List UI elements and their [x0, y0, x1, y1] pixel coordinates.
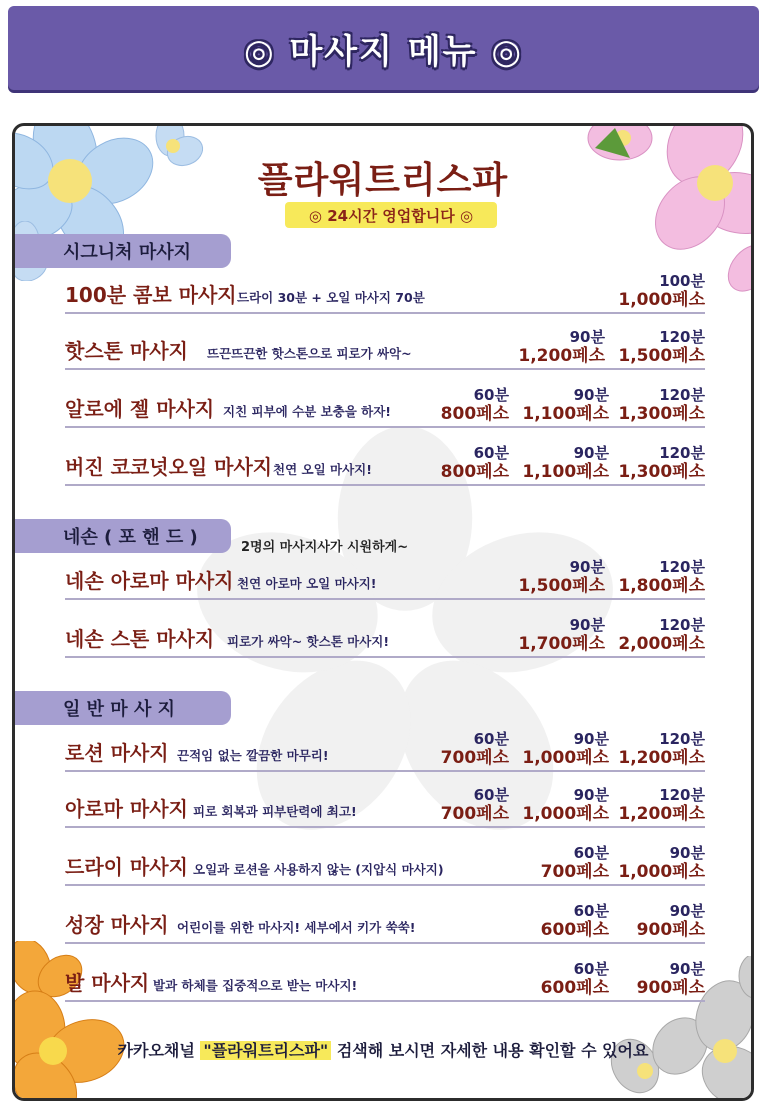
menu-row [65, 786, 705, 828]
price-value: 1,200페소 [618, 804, 705, 824]
price-duration: 120분 [659, 328, 705, 346]
item-desc: 피로 회복과 피부탄력에 최고! [193, 804, 357, 819]
price-duration: 60분 [573, 960, 609, 978]
item-name: 드라이 마사지 [65, 855, 188, 879]
item-desc: 피로가 싸악~ 핫스톤 마사지! [227, 634, 390, 649]
menu-row [65, 902, 705, 944]
price-duration: 120분 [659, 444, 705, 462]
price-cell [613, 616, 705, 654]
item-desc: 발과 하체를 집중적으로 받는 마사지! [153, 978, 358, 993]
price-value: 1,200페소 [518, 346, 605, 366]
menu-row [65, 444, 705, 486]
price-duration: 90분 [573, 444, 609, 462]
menu-row [65, 386, 705, 428]
item-desc: 천연 아로마 오일 마사지! [237, 576, 377, 591]
price-cell [517, 386, 609, 424]
price-cell [513, 558, 605, 596]
price-cell [517, 844, 609, 882]
price-cell [417, 730, 509, 768]
price-duration: 60분 [473, 386, 509, 404]
menu-row [65, 272, 705, 314]
price-cell [513, 328, 605, 366]
price-value: 600페소 [540, 920, 609, 940]
menu-row [65, 558, 705, 600]
price-value: 800페소 [440, 462, 509, 482]
price-cell [517, 444, 609, 482]
item-name: 핫스톤 마사지 [65, 339, 188, 363]
hours-badge: ◎ 24시간 영업합니다 ◎ [285, 202, 497, 228]
price-value: 700페소 [440, 748, 509, 768]
price-duration: 90분 [569, 558, 605, 576]
price-value: 600페소 [540, 978, 609, 998]
price-value: 1,300페소 [618, 462, 705, 482]
menu-row [65, 616, 705, 658]
price-cell [613, 902, 705, 940]
price-cell [613, 328, 705, 366]
item-name: 네손 스톤 마사지 [65, 627, 215, 651]
menu-card [12, 123, 754, 1101]
price-value: 1,000페소 [522, 804, 609, 824]
price-value: 1,000페소 [522, 748, 609, 768]
price-duration: 120분 [659, 386, 705, 404]
price-duration: 60분 [473, 786, 509, 804]
price-value: 1,300페소 [618, 404, 705, 424]
price-value: 1,700페소 [518, 634, 605, 654]
price-duration: 90분 [669, 960, 705, 978]
menu-row [65, 328, 705, 370]
section-header-general: 일 반 마 사 지 [15, 691, 231, 725]
price-duration: 120분 [659, 730, 705, 748]
item-name: 발 마사지 [65, 971, 150, 995]
price-cell [417, 786, 509, 824]
kakao-channel-note [15, 1038, 751, 1061]
price-value: 1,500페소 [518, 576, 605, 596]
price-cell [613, 730, 705, 768]
price-duration: 90분 [669, 902, 705, 920]
item-name: 성장 마사지 [65, 913, 169, 937]
section-header-four-hand: 네손 ( 포 핸 드 ) [15, 519, 231, 553]
footer-highlight: "플라워트리스파" [200, 1041, 331, 1060]
price-value: 800페소 [440, 404, 509, 424]
footer-suffix: 검색해 보시면 자세한 내용 확인할 수 있어요 [331, 1041, 649, 1060]
item-desc: 끈적임 없는 깔끔한 마무리! [177, 748, 329, 763]
item-desc: 어린이를 위한 마사지! 세부에서 키가 쑥쑥! [177, 920, 416, 935]
price-value: 1,200페소 [618, 748, 705, 768]
item-name: 네손 아로마 마사지 [65, 569, 234, 593]
price-value: 1,000페소 [618, 862, 705, 882]
footer-prefix: 카카오채널 [117, 1041, 201, 1060]
price-duration: 120분 [659, 616, 705, 634]
price-value: 1,500페소 [618, 346, 705, 366]
price-cell [517, 786, 609, 824]
price-duration: 60분 [573, 902, 609, 920]
price-cell [417, 386, 509, 424]
price-cell [417, 444, 509, 482]
price-duration: 90분 [569, 616, 605, 634]
price-duration: 120분 [659, 558, 705, 576]
item-desc: 드라이 30분 + 오일 마사지 70분 [237, 290, 425, 305]
price-cell [613, 444, 705, 482]
price-duration: 90분 [573, 730, 609, 748]
item-name: 100분 콤보 마사지 [65, 283, 237, 307]
price-duration: 100분 [659, 272, 705, 290]
price-duration: 90분 [569, 328, 605, 346]
item-name: 버진 코코넛오일 마사지 [65, 455, 273, 479]
price-cell [613, 558, 705, 596]
section-header-signature: 시그니처 마사지 [15, 234, 231, 268]
banner-title: ◎ 마사지 메뉴 ◎ [243, 31, 524, 72]
price-cell [613, 844, 705, 882]
menu-banner [8, 6, 759, 90]
menu-row [65, 960, 705, 1002]
price-duration: 90분 [573, 386, 609, 404]
item-desc: 뜨끈뜨끈한 핫스톤으로 피로가 싸악~ [207, 346, 412, 361]
price-cell [517, 730, 609, 768]
price-value: 1,000페소 [618, 290, 705, 310]
menu-row [65, 844, 705, 886]
price-value: 700페소 [540, 862, 609, 882]
price-cell [613, 272, 705, 310]
price-value: 2,000페소 [618, 634, 705, 654]
menu-row [65, 730, 705, 772]
price-cell [517, 902, 609, 940]
price-value: 900페소 [636, 978, 705, 998]
price-cell [613, 386, 705, 424]
item-name: 로션 마사지 [65, 741, 169, 765]
item-name: 아로마 마사지 [65, 797, 188, 821]
price-value: 1,800페소 [618, 576, 705, 596]
price-value: 700페소 [440, 804, 509, 824]
price-value: 900페소 [636, 920, 705, 940]
price-cell [517, 960, 609, 998]
price-cell [513, 616, 605, 654]
price-cell [613, 960, 705, 998]
item-desc: 천연 오일 마사지! [273, 462, 372, 477]
price-duration: 60분 [573, 844, 609, 862]
price-value: 1,100페소 [522, 462, 609, 482]
price-duration: 120분 [659, 786, 705, 804]
item-desc: 오일과 로션을 사용하지 않는 (지압식 마사지) [193, 862, 444, 877]
price-cell [613, 786, 705, 824]
item-desc: 지친 피부에 수분 보충을 하자! [223, 404, 392, 419]
price-duration: 60분 [473, 444, 509, 462]
price-duration: 90분 [573, 786, 609, 804]
spa-name: 플라워트리스파 [257, 160, 509, 201]
price-value: 1,100페소 [522, 404, 609, 424]
item-name: 알로에 젤 마사지 [65, 397, 215, 421]
price-duration: 90분 [669, 844, 705, 862]
section-note: 2명의 마사지사가 시원하게~ [241, 540, 409, 555]
price-duration: 60분 [473, 730, 509, 748]
